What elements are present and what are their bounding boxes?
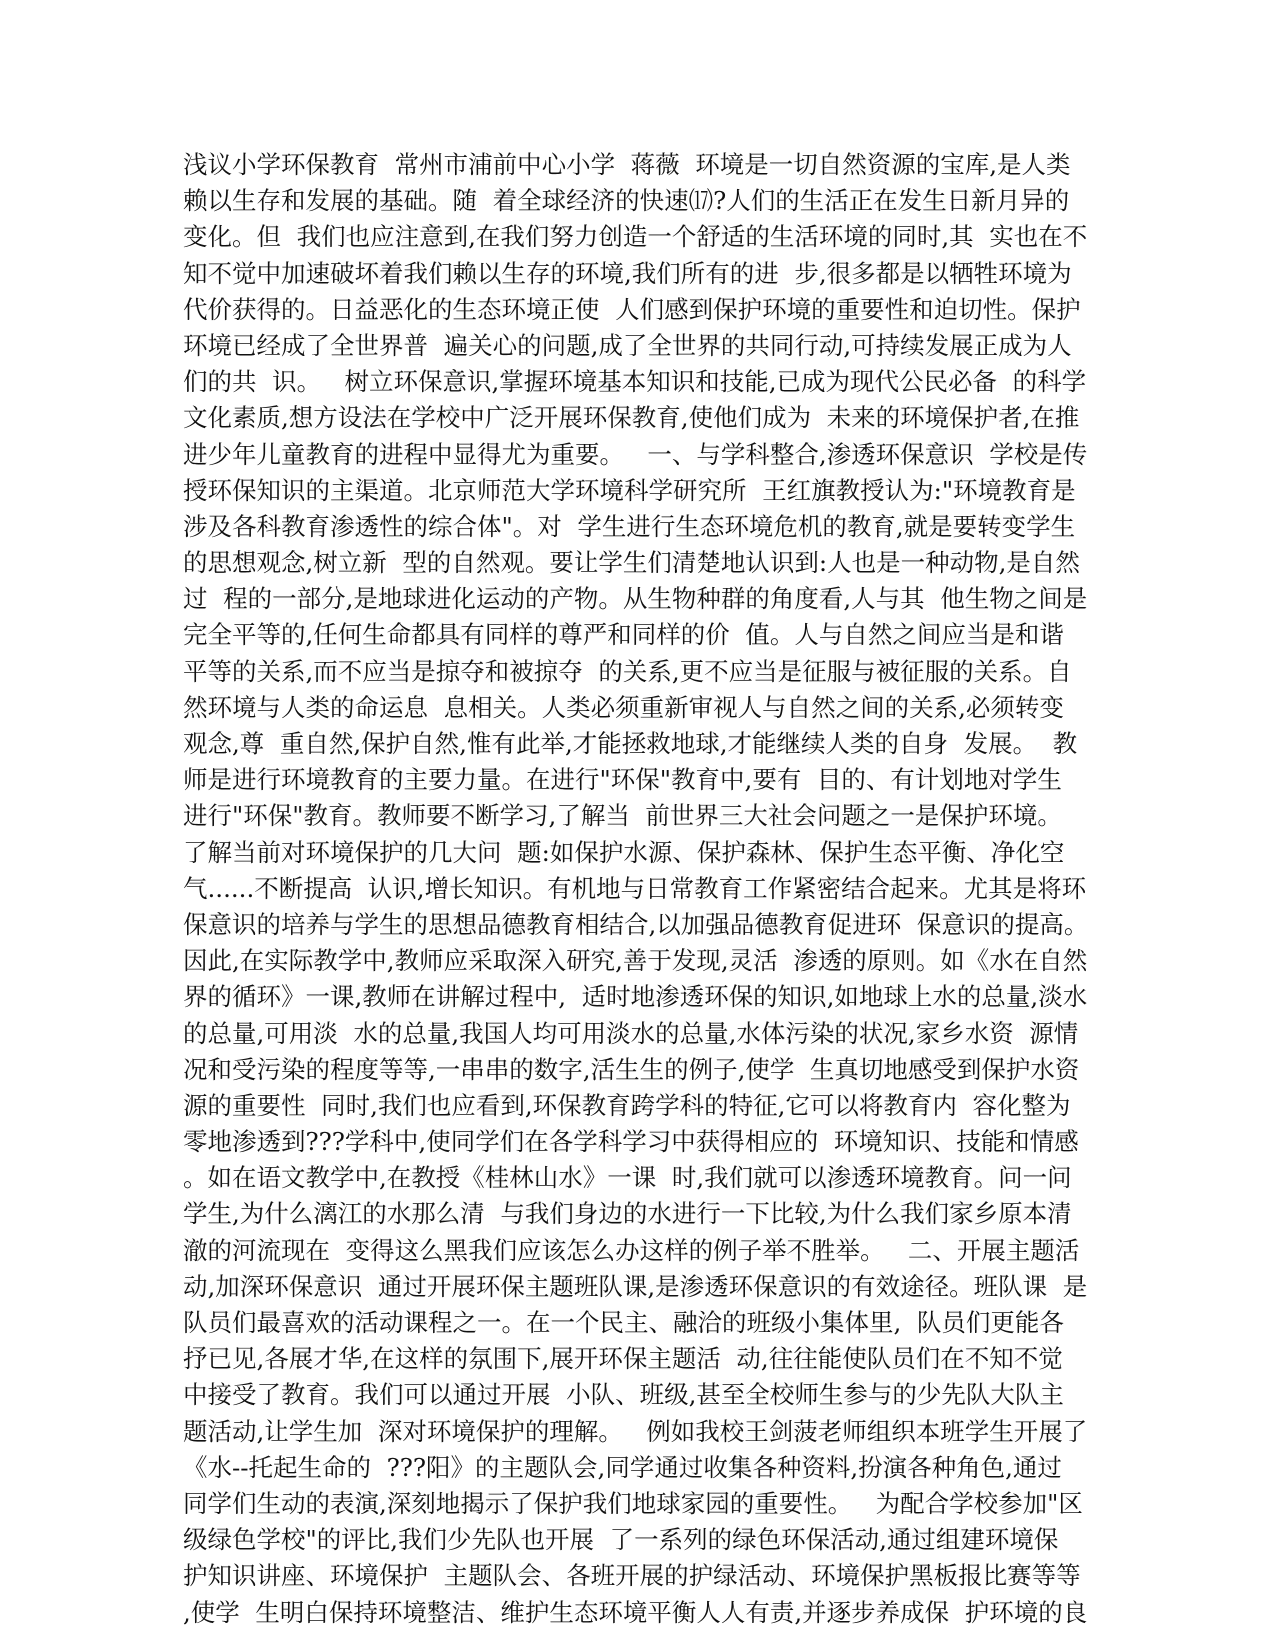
text-line: 级绿色学校"的评比,我们少先队也开展 了一系列的绿色环保活动,通过组建环境保 xyxy=(183,1525,1059,1555)
text-line: 代价获得的。日益恶化的生态环境正使 人们感到保护环境的重要性和迫切性。保护 xyxy=(183,294,1081,324)
text-line: ,使学 生明白保持环境整洁、维护生态环境平衡人人有责,并逐步养成保 护环境的良 xyxy=(183,1597,1088,1627)
text-line: 赖以生存和发展的基础。随 着全球经济的快速⒄?人们的生活正在发生日新月异的 xyxy=(183,186,1070,216)
text-line: 零地渗透到???学科中,使同学们在各学科学习中获得相应的 环境知识、技能和情感 xyxy=(183,1127,1079,1157)
text-line: 题活动,让学生加 深对环境保护的理解。 例如我校王剑菠老师组织本班学生开展了 xyxy=(183,1416,1088,1446)
article-body xyxy=(183,147,1103,1631)
text-line: 气......不断提高 认识,增长知识。有机地与日常教育工作紧密结合起来。尤其是将环 xyxy=(183,873,1087,903)
text-line: 护知识讲座、环境保护 主题队会、各班开展的护绿活动、环境保护黑板报比赛等等 xyxy=(183,1561,1081,1591)
text-line: 源的重要性 同时,我们也应看到,环保教育跨学科的特征,它可以将教育内 容化整为 xyxy=(183,1090,1071,1120)
text-line: 的思想观念,树立新 型的自然观。要让学生们清楚地认识到:人也是一种动物,是自然 xyxy=(183,548,1080,578)
text-line: 澈的河流现在 变得这么黑我们应该怎么办这样的例子举不胜举。 二、开展主题活 xyxy=(183,1235,1080,1265)
text-line: 进少年儿童教育的进程中显得尤为重要。 一、与学科整合,渗透环保意识 学校是传 xyxy=(183,439,1088,469)
text-line: 们的共 识。 树立环保意识,掌握环境基本知识和技能,已成为现代公民必备 的科学 xyxy=(183,367,1087,397)
text-line: 涉及各科教育渗透性的综合体"。对 学生进行生态环境危机的教育,就是要转变学生 xyxy=(183,511,1076,541)
text-line: 因此,在实际教学中,教师应采取深入研究,善于发现,灵活 渗透的原则。如《水在自然 xyxy=(183,946,1088,976)
text-line: 了解当前对环境保护的几大问 题:如保护水源、保护森林、保护生态平衡、净化空 xyxy=(183,837,1065,867)
text-line: 。如在语文教学中,在教授《桂林山水》一课 时,我们就可以渗透环境教育。问一问 xyxy=(183,1163,1072,1193)
text-line: 平等的关系,而不应当是掠夺和被掠夺 的关系,更不应当是征服与被征服的关系。自 xyxy=(183,656,1072,686)
text-line: 保意识的培养与学生的思想品德教育相结合,以加强品德教育促进环 保意识的提高。 xyxy=(183,909,1089,939)
text-line: 变化。但 我们也应注意到,在我们努力创造一个舒适的生活环境的同时,其 实也在不 xyxy=(183,222,1088,252)
text-line: 进行"环保"教育。教师要不断学习,了解当 前世界三大社会问题之一是保护环境。 xyxy=(183,801,1062,831)
text-line: 观念,尊 重自然,保护自然,惟有此举,才能拯救地球,才能继续人类的自身 发展。 教 xyxy=(183,729,1078,758)
text-line: 环境已经成了全世界普 遍关心的问题,成了全世界的共同行动,可持续发展正成为人 xyxy=(183,330,1072,360)
text-line: 中接受了教育。我们可以通过开展 小队、班级,甚至全校师生参与的少先队大队主 xyxy=(183,1380,1064,1410)
text-line: 授环保知识的主渠道。北京师范大学环境科学研究所 王红旗教授认为:"环境教育是 xyxy=(183,475,1076,505)
text-line: 浅议小学环保教育 常州市浦前中心小学 蒋薇 环境是一切自然资源的宝库,是人类 xyxy=(183,150,1071,179)
text-line: 界的循环》一课,教师在讲解过程中, 适时地渗透环保的知识,如地球上水的总量,淡水 xyxy=(183,982,1088,1012)
text-line: 师是进行环境教育的主要力量。在进行"环保"教育中,要有 目的、有计划地对学生 xyxy=(183,765,1062,795)
text-line: 知不觉中加速破坏着我们赖以生存的环境,我们所有的进 步,很多都是以牺牲环境为 xyxy=(183,258,1072,288)
text-line: 动,加深环保意识 通过开展环保主题班队课,是渗透环保意识的有效途径。班队课 是 xyxy=(183,1271,1088,1301)
text-line: 学生,为什么漓江的水那么清 与我们身边的水进行一下比较,为什么我们家乡原本清 xyxy=(183,1199,1072,1229)
text-line: 完全平等的,任何生命都具有同样的尊严和同样的价 值。人与自然之间应当是和谐 xyxy=(183,620,1064,650)
text-line: 同学们生动的表演,深刻地揭示了保护我们地球家园的重要性。 为配合学校参加"区 xyxy=(183,1488,1083,1518)
text-line: 队员们最喜欢的活动课程之一。在一个民主、融洽的班级小集体里, 队员们更能各 xyxy=(183,1308,1064,1337)
text-line: 过 程的一部分,是地球进化运动的产物。从生物种群的角度看,人与其 他生物之间是 xyxy=(183,584,1088,614)
text-line: 的总量,可用淡 水的总量,我国人均可用淡水的总量,水体污染的状况,家乡水资 源情 xyxy=(183,1018,1079,1048)
text-line: 文化素质,想方设法在学校中广泛开展环保教育,使他们成为 未来的环境保护者,在推 xyxy=(183,403,1080,433)
text-line: 况和受污染的程度等等,一串串的数字,活生生的例子,使学 生真切地感受到保护水资 xyxy=(183,1054,1080,1084)
text-line: 抒已见,各展才华,在这样的氛围下,展开环保主题活 动,往往能使队员们在不知不觉 xyxy=(183,1344,1063,1374)
text-line: 然环境与人类的命运息 息相关。人类必须重新审视人与自然之间的关系,必须转变 xyxy=(183,692,1064,722)
text-line: 《水--托起生命的 ???阳》的主题队会,同学通过收集各种资料,扮演各种角色,通过 xyxy=(183,1452,1062,1482)
